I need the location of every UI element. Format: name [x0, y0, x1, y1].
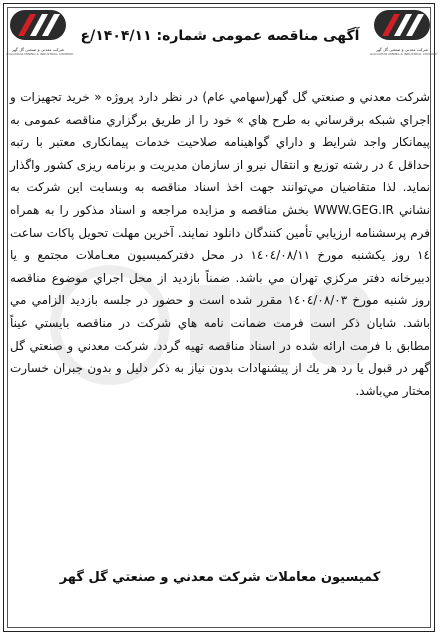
- logo-left-name-en: GOLGOHAR MINING & INDUSTRIAL COMPANY: [6, 52, 74, 56]
- golgohar-logo-icon: [370, 6, 434, 46]
- logo-right-name-en: GOLGOHAR MINING & INDUSTRIAL COMPANY: [370, 52, 438, 56]
- notice-title: آگهی مناقصه عمومی شماره: ۱۴۰۴/۱۱/ع: [80, 28, 360, 44]
- logo-left-name-fa: شرکت معدنی و صنعتی گل گهر: [11, 47, 65, 52]
- company-logo-right: [370, 6, 438, 60]
- golgohar-logo-icon: [6, 6, 70, 46]
- company-logo-left: [6, 6, 74, 60]
- notice-signature: كميسيون معاملات شركت معدني و صنعتي گل گهر: [59, 570, 381, 585]
- logo-right-name-fa: شرکت معدنی و صنعتی گل گهر: [375, 47, 429, 52]
- notice-body-paragraph: شركت معدني و صنعتي گل گهر(سهامي عام) در نظر دارد پروژه « خريد تجهيزات و اجراي شبكه برقرساني به طرح هاي » خود را از طريق برگزاري مناقصه عمومی به پيمانكار واجد شرايط و داراي گواهينامه صلاحيت خدمات پيمانکاری معتبر با رتبه حداقل ٤ در رشته توزیع و انتقال نیرو از سازمان مدیریت و برنامه ریزی کشور واگذار نماید. لذا متقاضيان مي‌توانند جهت اخذ اسناد مناقصه به وبسایت این شرکت به نشاني WWW.GEG.IR بخش مناقصه و مزایده مراجعه و اسناد مذکور را به همراه فرم پرسشنامه ارزيابي تأمين كنندگان دانلود نمايند. آخرين مهلت تحويل پاكات ساعت ۱٤ روز یکشنبه مورخ ۱٤٠٤/٠٨/۱۱ در محل دفترکمیسیون معـاملات مجتمع و يا دبيرخانه دفتر مركزي تهران مي باشد. ضمناً بازديد از محل اجراي موضوع مناقصه روز شنبه مورخ ۱٤٠٤/٠٨/٠٣ مقرر شده است و حضور در جلسه بازديد الزامي مي باشد. شايان ذكر است فرمت ضمانت نامه هاي شركت در مناقصه بايستي عيناً مطابق با فرمت ارائه شده در اسناد مناقصه تهيه گردد. شركت معدني و صنعتي گل گهر در قبول يا رد هر يك از پيشنهادات بدون نياز به ذكر دليل و بدون جبران خسارت مختار مي‌باشد.: [10, 90, 431, 398]
- notice-header: [0, 0, 440, 62]
